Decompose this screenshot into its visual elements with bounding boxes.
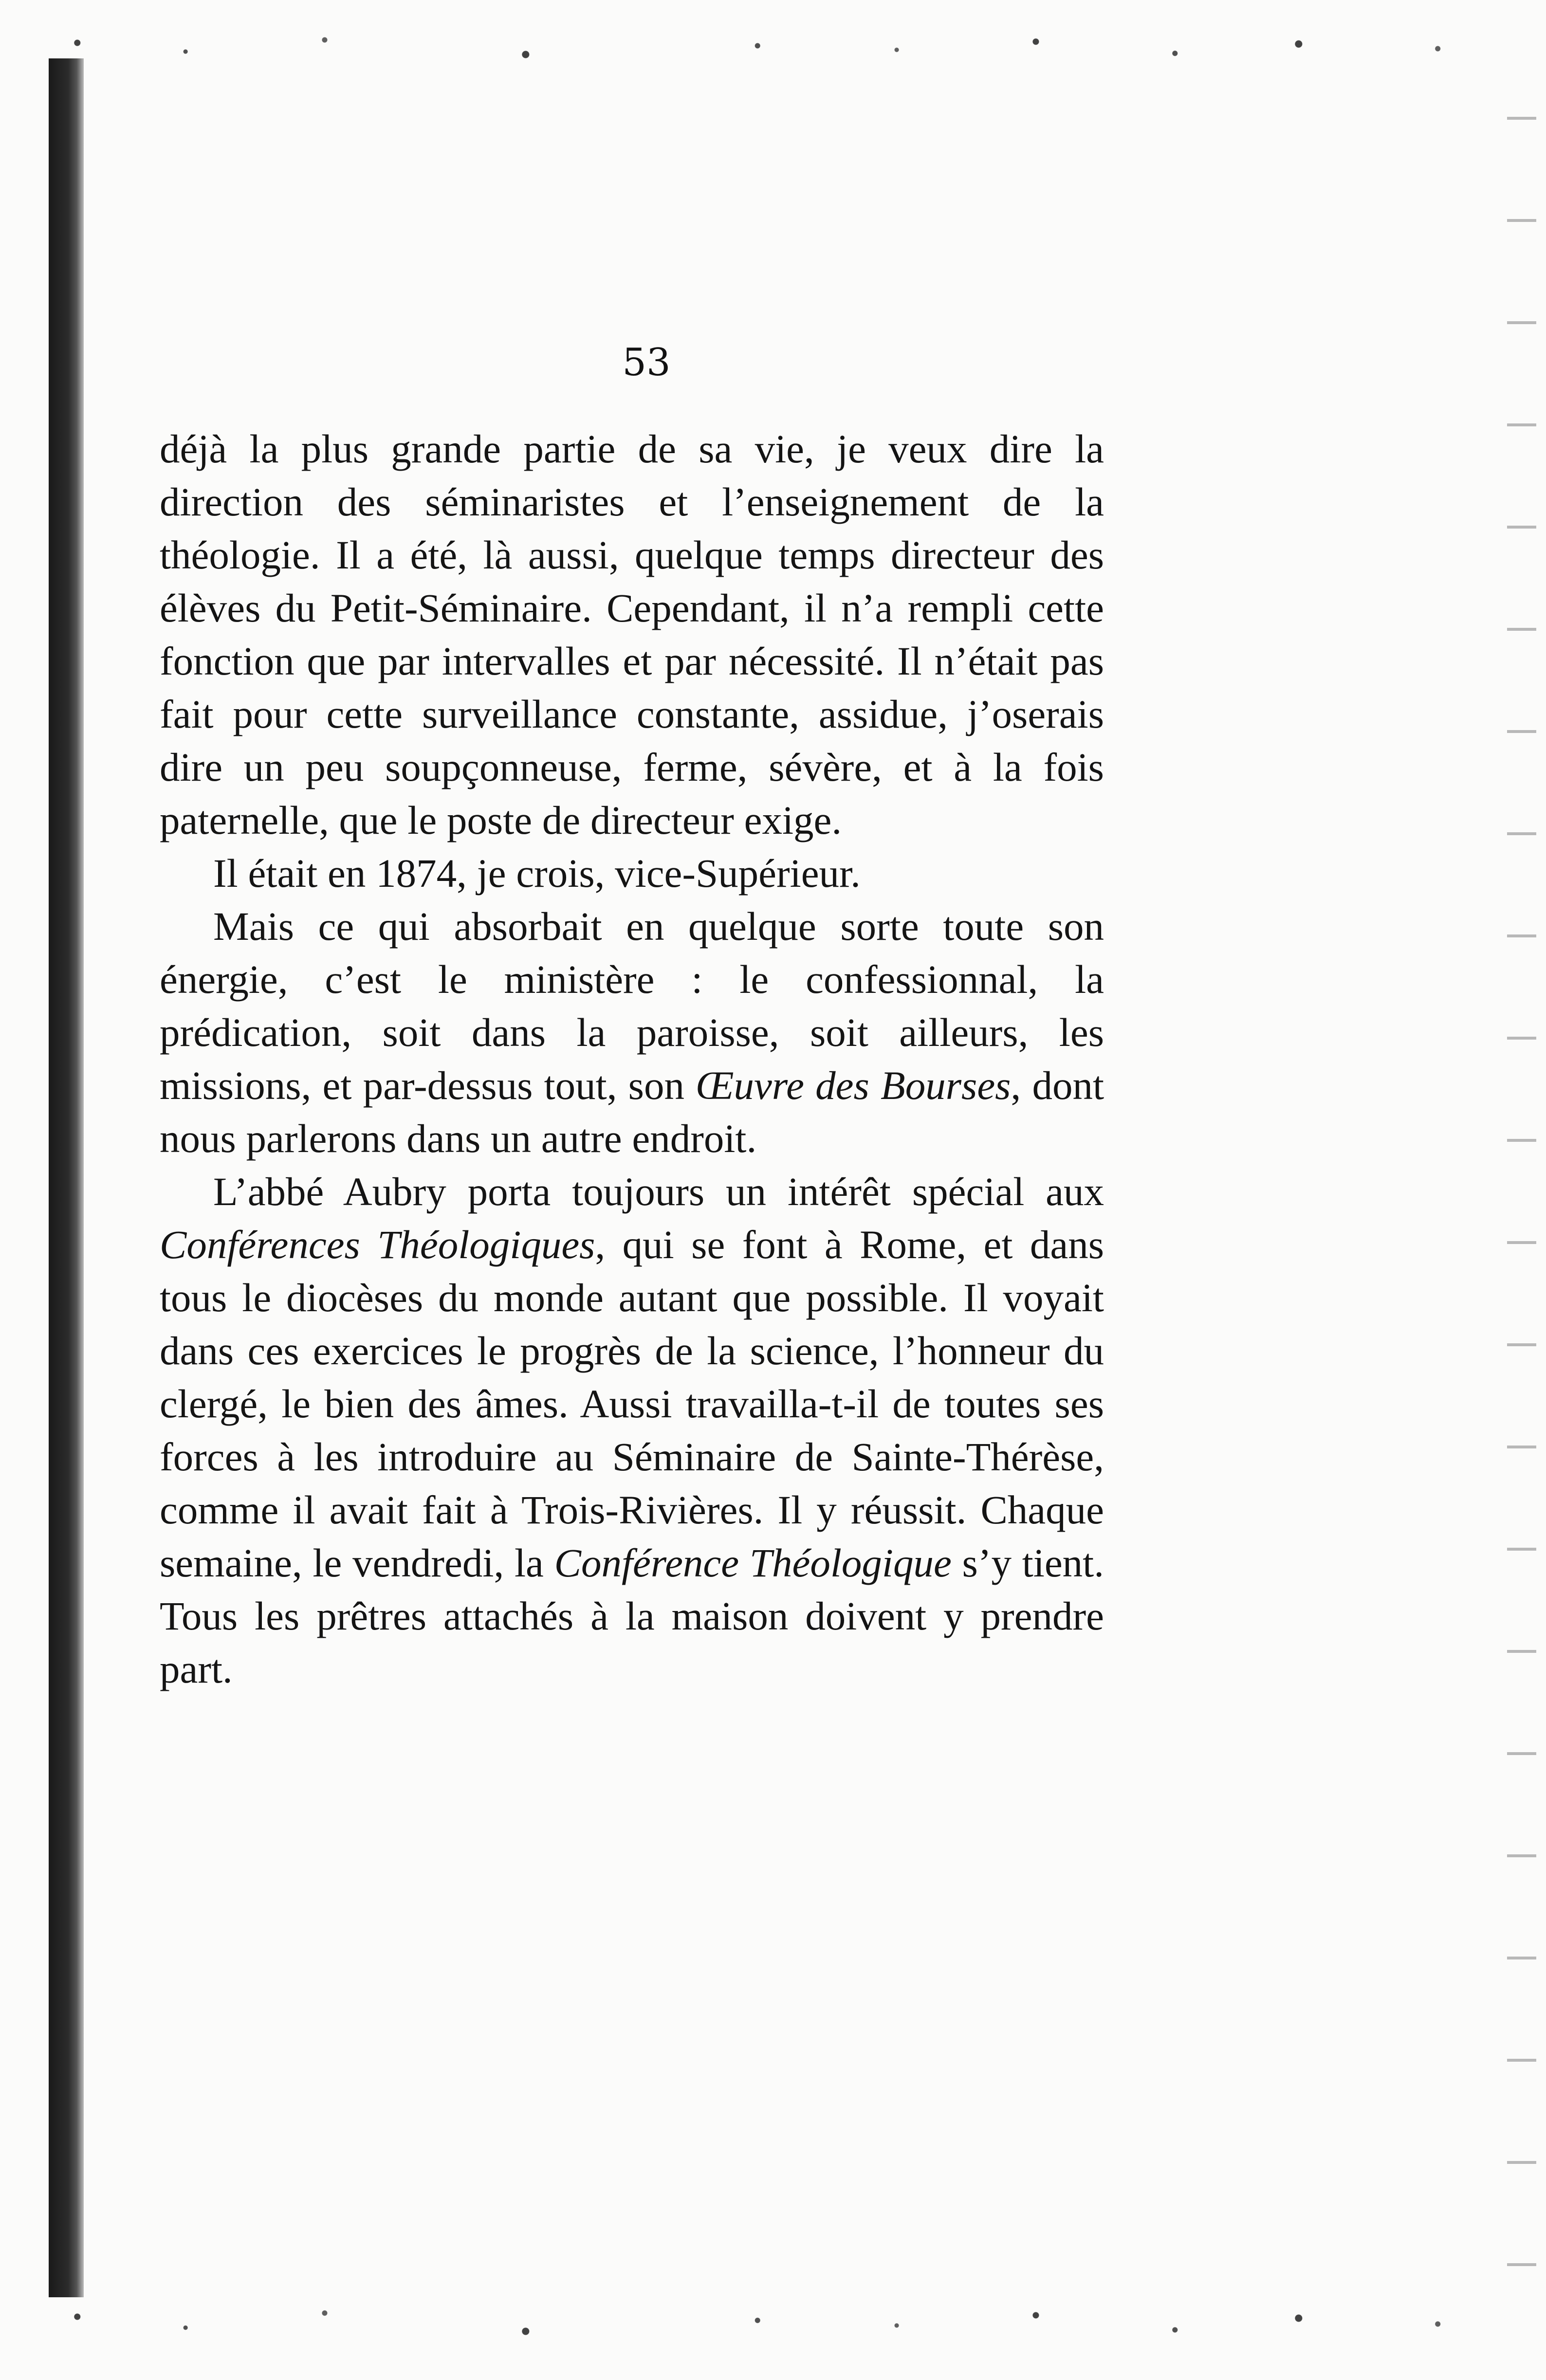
paragraph-1 [160, 422, 1104, 847]
paragraph-text: , qui se font à Rome, et dans tous le diocèses du monde autant que possible. Il voyait dans ces exercices le progrès de la science, l’honneur du clergé, le bien des âmes. Aussi travailla-t-il de toutes ses forces à les introduire au Séminaire de Sainte-Thérèse, comme il avait fait à Trois-Rivières. Il y réussit. Chaque semaine, le vendredi, la [160, 1222, 1104, 1585]
paragraph-text: , dont nous parlerons dans un autre endroit. [160, 1063, 1104, 1161]
work-title: Œuvre des Bourses [696, 1063, 1011, 1108]
paragraph-text: Mais ce qui absorbait en quelque sorte toute son énergie, c’est le ministère : le confessionnal, la prédication, soit dans la paroisse, soit ailleurs, les missions, et par-dessus tout, son [160, 904, 1104, 1108]
right-margin-specks [1507, 73, 1536, 2312]
paragraph-text: déjà la plus grande partie de sa vie, je veux dire la direction des séminaristes et l’enseignement de la théologie. Il a été, là aussi, quelque temps directeur des élèves du Petit-Séminaire. Cependant, il n’a rempli cette fonction que par intervalles et par nécessité. Il n’était pas fait pour cette surveillance constante, assidue, j’oserais dire un peu soupçonneuse, ferme, sévère, et à la fois paternelle, que le poste de directeur exige. [160, 426, 1104, 842]
top-margin-specks [0, 19, 1546, 78]
paragraph-2 [160, 847, 1104, 900]
paragraph-text: Il était en 1874, je crois, vice-Supérieur. [213, 851, 861, 896]
paragraph-text: L’abbé Aubry porta toujours un intérêt spécial aux [213, 1169, 1104, 1214]
bottom-margin-specks [0, 2288, 1546, 2361]
work-title: Conférences Théologiques [160, 1222, 595, 1267]
paragraph-3 [160, 900, 1104, 1165]
binding-edge [49, 58, 84, 2297]
page-number: 53 [622, 341, 671, 384]
work-title: Conférence Théologique [554, 1540, 952, 1585]
paragraph-text: s’y tient. Tous les prêtres attachés à la maison doivent y prendre part. [160, 1540, 1104, 1691]
body-text [160, 422, 1104, 1696]
paragraph-4 [160, 1165, 1104, 1696]
